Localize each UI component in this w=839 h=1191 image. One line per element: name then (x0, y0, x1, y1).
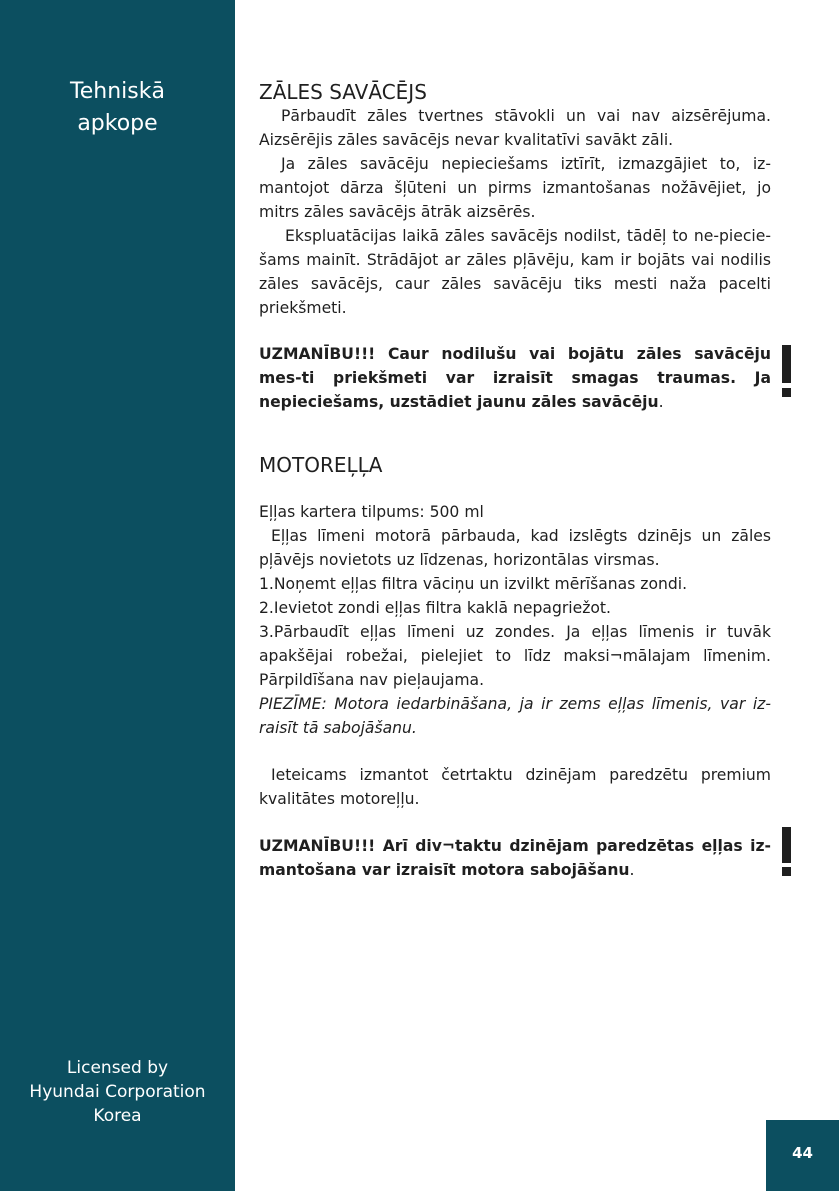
sidebar (0, 0, 235, 1191)
oil-warning-text: UZMANĪBU!!! Arī div¬taktu dzinējam paredzētas eļļas iz-mantošana var izraisīt motora sabojāšanu (259, 837, 771, 879)
grass-catcher-warning-end: . (658, 393, 664, 411)
license-text (0, 1056, 235, 1128)
license-line1: Licensed by (66, 1058, 169, 1078)
page-number: 44 (792, 1144, 813, 1162)
grass-catcher-paragraph-1: Pārbaudīt zāles tvertnes stāvokli un vai nav aizsērējuma. Aizsērējis zāles savācējs nevar kvalitatīvi savākt zāli. (259, 107, 771, 149)
license-line2: Hyundai Corporation (29, 1082, 206, 1102)
chapter-title-line2: apkope (77, 111, 158, 136)
section-heading-grass-catcher: ZĀLES SAVĀCĒJS (259, 80, 427, 104)
oil-warning (259, 834, 771, 882)
oil-paragraph-1: Eļļas līmeni motorā pārbauda, kad izslēgts dzinējs un zāles pļāvējs novietots uz līdzenas, horizontālas virsmas. (259, 527, 771, 569)
oil-paragraph-2: Ieteicams izmantot četrtaktu dzinējam paredzētu premium kvalitātes motoreļļu. (259, 766, 771, 808)
chapter-title-line1: Tehniskā (70, 79, 165, 104)
license-line3: Korea (93, 1106, 142, 1126)
grass-catcher-paragraph-3: Ekspluatācijas laikā zāles savācējs nodilst, tādēļ to ne-pieciešams mainīt. Strādājot ar zāles pļāvēju, kam ir bojāts vai nodilis zāles savācējs, caur zāles savācēju tiks mesti naža pacelti priekšmeti. (259, 227, 771, 317)
chapter-title (0, 76, 235, 140)
grass-catcher-warning (259, 342, 771, 414)
oil-capacity: Eļļas kartera tilpums: 500 ml (259, 503, 484, 521)
section-heading-motor-oil: MOTOREĻĻA (259, 453, 383, 477)
grass-catcher-paragraph-2: Ja zāles savācēju nepieciešams iztīrīt, izmazgājiet to, iz-mantojot dārza šļūteni un pirms izmantošanas nožāvējiet, jo mitrs zāles savācējs ātrāk aizsērēs. (259, 155, 771, 221)
oil-warning-end: . (629, 861, 635, 879)
grass-catcher-warning-text: UZMANĪBU!!! Caur nodilušu vai bojātu zāles savācēju mes-ti priekšmeti var izraisīt smagas traumas. Ja nepieciešams, uzstādiet jaunu zāles savācēju (259, 345, 771, 411)
oil-step-1: 1.Noņemt eļļas filtra vāciņu un izvilkt mērīšanas zondi. (259, 575, 688, 593)
oil-step-3: 3.Pārbaudīt eļļas līmeni uz zondes. Ja eļļas līmenis ir tuvāk apakšējai robežai, pielejiet to līdz maksi¬mālajam līmenim. Pārpildīšana nav pieļaujama. (259, 623, 771, 689)
oil-step-2: 2.Ievietot zondi eļļas filtra kaklā nepagriežot. (259, 599, 611, 617)
page-number-box (766, 1120, 839, 1191)
oil-note: PIEZĪME: Motora iedarbināšana, ja ir zems eļļas līmenis, var iz-raisīt tā sabojāšanu. (259, 695, 771, 737)
main-content (259, 80, 771, 882)
